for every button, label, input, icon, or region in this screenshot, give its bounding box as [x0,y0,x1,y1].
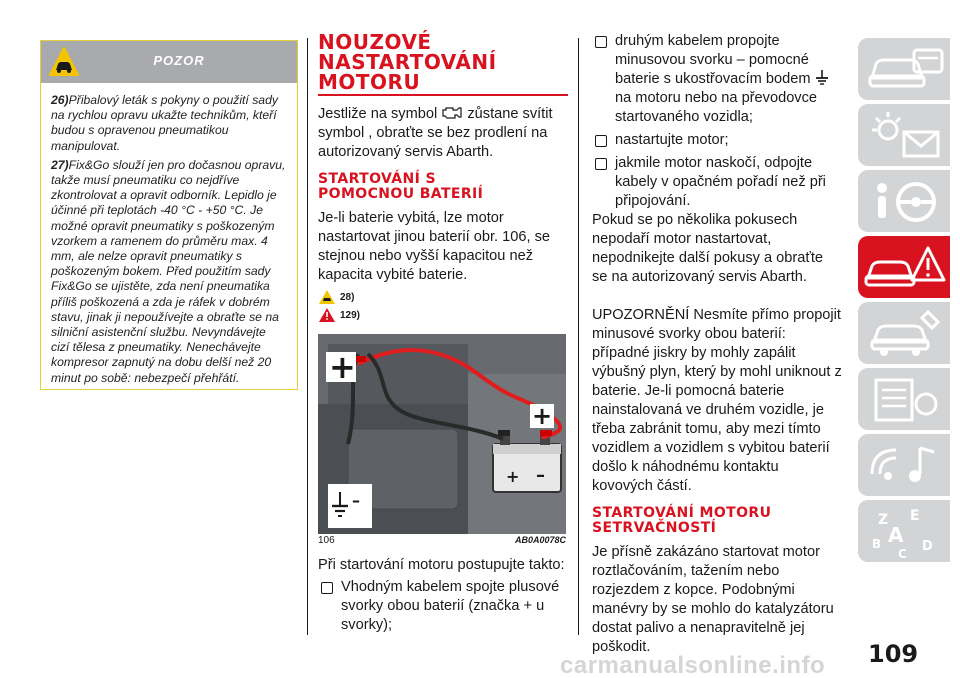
checkbox-bullet-icon [595,135,607,147]
intro-text: zůstane svítit symbol , obraťte se bez prodlení na autorizovaný servis Abarth. [318,106,553,160]
column-divider [578,38,579,635]
warning-item [51,93,287,154]
engine-warning-icon [441,105,463,120]
svg-text:+: + [532,402,553,430]
warning-box-title: POZOR [153,53,205,68]
section-heading-inertia [592,506,842,535]
sidebar-item-dashboard[interactable] [858,38,950,100]
main-heading-line: NASTARTOVÁNÍ [318,50,497,74]
main-heading [318,32,568,92]
warning-refs [318,288,568,324]
section-heading-line: POMOCNOU BATERIÍ [318,185,484,202]
svg-text:A: A [888,523,904,547]
procedure-step-text: Vhodným kabelem spojte plusové svorky obou baterií (značka + u svorky); [341,579,560,633]
svg-text:B: B [872,537,882,551]
specs-list-icon [858,368,950,430]
sidebar-item-maintenance[interactable] [858,302,950,364]
inertia-paragraph: Je přísně zakázáno startovat motor roztlačováním, tažením nebo rozjezdem z kopce. Podobnými manévry by se mohlo do katalyzátoru dostat palivo a nenapravitelně jej poškodit. [592,544,834,655]
svg-text:+: + [329,348,356,386]
svg-text:D: D [922,539,933,554]
svg-text:–: – [536,465,545,486]
svg-text:+: + [506,467,520,486]
warning-ref [318,288,568,306]
column-main [318,32,568,635]
checkbox-bullet-icon [321,582,333,594]
checkbox-bullet-icon [595,36,607,48]
svg-text:Z: Z [878,512,889,528]
svg-text:E: E [910,508,920,524]
sidebar-item-multimedia[interactable] [858,434,950,496]
warning-item-number: 26) [51,93,69,107]
warning-ref-number: 28) [340,291,355,303]
intro-text: Jestliže na symbol [318,106,438,122]
procedure-step [592,154,842,211]
chapter-sidebar [858,38,950,566]
multimedia-icon [858,434,950,496]
section-heading-line: STARTOVÁNÍ S [318,171,437,187]
column-right [592,32,842,657]
procedure-step-text: jakmile motor naskočí, odpojte kabely v opačném pořadí než při připojování. [615,155,826,209]
warning-box-header [41,41,297,83]
sidebar-item-lights[interactable] [858,104,950,166]
car-warning-icon [318,289,336,305]
procedure-note: Pokud se po několika pokusech nepodaří motor nastartovat, nepodnikejte další pokusy a obraťte se na autorizovaný servis Abarth. [592,212,824,285]
page-number: 109 [868,640,919,668]
intro-paragraph [318,105,568,162]
procedure-step [592,131,842,150]
procedure-step [592,32,842,127]
svg-text:C: C [898,547,907,561]
procedure-step [318,578,568,635]
warning-box [40,40,298,390]
warning-item-number: 27) [51,157,69,172]
figure-code: AB0A0078C [514,535,566,545]
main-heading-line: MOTORU [318,70,421,94]
ground-symbol-icon [815,70,829,85]
sidebar-item-index[interactable] [858,500,950,562]
procedure-step-text: nastartujte motor; [615,132,729,148]
warning-item-text: Přibalový leták s pokyny o použití sady na rychlou opravu ukažte technikům, kteří budou s opravenou pneumatikou manipulovat. [51,93,278,153]
procedure-warning: UPOZORNĚNÍ Nesmíte přímo propojit minusové svorky obou baterií: případné jiskry by mohly zapálit výbušný plyn, který by mohl uniknout z baterie. Je-li pomocná baterie nainstalovaná ve druhém vozidle, je třeba zabránit tomu, aby mezi tímto vozidlem a vozidlem s vybitou baterií došlo k náhodnému kontaktu kovových částí. [592,307,842,494]
index-letters-icon [858,500,950,562]
main-heading-line: NOUZOVÉ [318,30,432,54]
sidebar-item-emergency[interactable] [858,236,950,298]
figure-caption [318,535,566,546]
procedure-step-text: druhým kabelem propojte minusovou svorku – pomocné baterie s ukostřovacím bodem na motoru nebo na převodovce startovaného vozidla; [615,32,842,127]
lights-mail-icon [858,104,950,166]
heading-rule [318,94,568,96]
svg-text:–: – [352,491,360,510]
warning-ref-number: 129) [340,309,361,321]
maintenance-car-icon [858,302,950,364]
checkbox-bullet-icon [595,158,607,170]
warning-item-text: Fix&Go slouží jen pro dočasnou opravu, takže musí pneumatiku co nejdříve zkontrolovat a opravit odborník. Lepidlo je účinné při teplotách -40 °C - +50 °C. Je možné opravit pneumatiky s poškozeným vzorkem a ramenem do průměru max. 4 mm, ale nelze opravit pneumatiky s poškozeným bokem. Před použitím sady Fix&Go se ujistěte, zda není pneumatika příliš poškozená a zda je ráfek v dobrém stavu, jinak ji nepoužívejte a obraťte se na silniční asistenční službu. Nevyndávejte cizí tělesa z pneumatiky. Nenechávejte kompresor zapnutý na dobu delší než 20 minut po sobě: nebezpečí přehřátí. [51,157,286,385]
warning-box-body [41,83,297,386]
danger-warning-icon [318,307,336,323]
car-dashboard-icon [858,38,950,100]
procedure-lead: Při startování motoru postupujte takto: [318,557,565,573]
column-divider [307,38,308,635]
warning-ref [318,306,568,324]
battery-paragraph: Je-li baterie vybitá, lze motor nastartovat jinou baterií obr. 106, se stejnou nebo vyšší kapacitou než kapacita vybité baterie. [318,210,551,283]
watermark: carmanualsonline.info [560,652,826,678]
jumpstart-illustration [318,334,566,534]
warning-item [51,158,287,386]
sidebar-item-specs[interactable] [858,368,950,430]
emergency-car-icon [858,236,950,298]
section-heading-line: SETRVAČNOSTÍ [592,519,717,536]
sidebar-item-safety[interactable] [858,170,950,232]
figure-number: 106 [318,535,335,546]
seatbelt-steering-icon [858,170,950,232]
figure-battery-jumpstart [318,334,566,534]
section-heading-line: STARTOVÁNÍ MOTORU [592,505,772,521]
section-heading-battery [318,172,568,201]
